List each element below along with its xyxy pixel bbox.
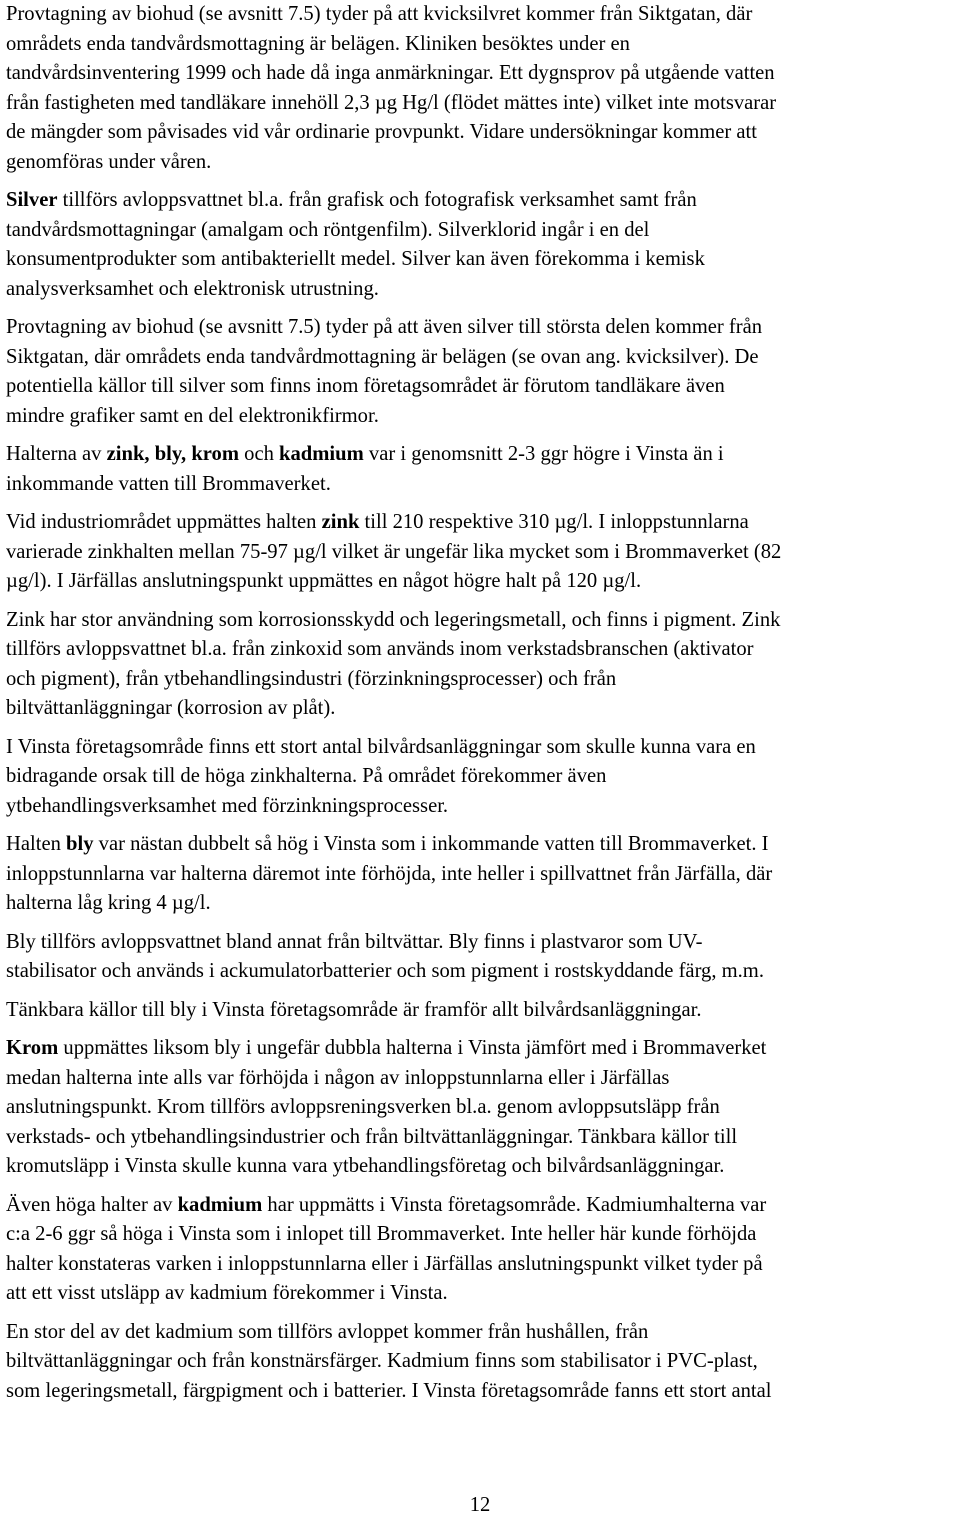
paragraph-cadmium-levels — [6, 1191, 958, 1309]
text-line: stabilisator och används i ackumulatorbatterier och som pigment i rostskyddande färg, m.m. — [6, 960, 764, 982]
paragraph-silver-sources — [6, 186, 958, 304]
text-span: tillförs avloppsvattnet bl.a. från grafisk och fotografisk verksamhet samt från — [57, 189, 697, 211]
text-span: Halten — [6, 833, 67, 855]
text-line: halterna låg kring 4 µg/l. — [6, 892, 211, 914]
bold-term-cadmium: kadmium — [177, 1193, 263, 1216]
text-line: de mängder som påvisades vid vår ordinarie provpunkt. Vidare undersökningar kommer att — [6, 121, 757, 143]
document-page — [6, 0, 958, 1406]
text-line: Siktgatan, där områdets enda tandvårdmottagning är belägen (se ovan ang. kvicksilver). De — [6, 345, 759, 368]
text-line — [6, 1191, 958, 1221]
text-line: anslutningspunkt. Krom tillförs avloppsreningsverken bl.a. genom avloppsutsläpp från — [6, 1096, 720, 1118]
text-line: tandvårdsinventering 1999 och hade då inga anmärkningar. Ett dygnsprov på utgående vatten — [6, 62, 775, 84]
text-line: verkstads- och ytbehandlingsindustrier och från biltvättanläggningar. Tänkbara källor till — [6, 1125, 738, 1148]
text-span: var i genomsnitt 2-3 ggr högre i Vinsta än i — [363, 443, 724, 465]
text-line: och pigment), från ytbehandlingsindustri (förzinkningsprocesser) och från — [6, 667, 617, 690]
text-span: Halterna av — [6, 443, 107, 465]
text-line: ytbehandlingsverksamhet med förzinkningsprocesser. — [6, 794, 449, 817]
text-line: halter konstateras varken i inloppstunnlarna eller i Järfällas anslutningspunkt vilket tyder på — [6, 1252, 763, 1275]
text-line: analysverksamhet och elektronisk utrustning. — [6, 277, 379, 300]
paragraph-lead-levels — [6, 830, 958, 919]
bold-term-zinc: zink — [321, 511, 360, 533]
text-line: tillförs avloppsvattnet bl.a. från zinkoxid som används inom verkstadsbranschen (aktivator — [6, 638, 754, 660]
text-line: biltvättanläggningar och från konstnärsfärger. Kadmium finns som stabilisator i PVC-plast, — [6, 1350, 758, 1372]
paragraph-silver-sampling — [6, 313, 958, 431]
text-line: att ett visst utsläpp av kadmium förekommer i Vinsta. — [6, 1282, 448, 1304]
text-span: uppmättes liksom bly i ungefär dubbla halterna i Vinsta jämfört med i Brommaverket — [58, 1037, 767, 1059]
text-line: inloppstunnlarna var halterna däremot inte förhöjda, inte heller i spillvattnet från Järfälla, där — [6, 862, 773, 885]
bold-term-cadmium: kadmium — [279, 443, 364, 465]
text-line: mindre grafiker samt en del elektronikfirmor. — [6, 404, 379, 427]
text-line: bidragande orsak till de höga zinkhalterna. På området förekommer även — [6, 765, 607, 787]
text-line: genomföras under våren. — [6, 150, 212, 173]
text-line: medan halterna inte alls var förhöjda i någon av inloppstunnlarna eller i Järfällas — [6, 1066, 670, 1089]
paragraph-cadmium-sources — [6, 1318, 958, 1407]
text-line: I Vinsta företagsområde finns ett stort antal bilvårdsanläggningar som skulle kunna vara en — [6, 735, 756, 758]
bold-term-silver: Silver — [6, 189, 58, 211]
text-span: var nästan dubbelt så hög i Vinsta som i inkommande vatten till Brommaverket. I — [93, 833, 769, 855]
text-line: från fastigheten med tandläkare innehöll 2,3 µg Hg/l (flödet mättes inte) vilket inte motsvarar — [6, 91, 777, 114]
text-line: inkommande vatten till Brommaverket. — [6, 472, 331, 495]
bold-term-metals: zink, bly, krom — [106, 443, 240, 465]
text-line: områdets enda tandvårdsmottagning är belägen. Kliniken besöktes under en — [6, 32, 630, 55]
text-line: biltvättanläggningar (korrosion av plåt). — [6, 697, 336, 719]
text-span: och — [239, 443, 280, 465]
paragraph-metal-levels — [6, 440, 958, 499]
text-line: c:a 2-6 ggr så höga i Vinsta som i inlopet till Brommaverket. Inte heller här kunde förhöjda — [6, 1223, 757, 1245]
text-line: Provtagning av biohud (se avsnitt 7.5) tyder på att även silver till största delen kommer från — [6, 316, 763, 338]
text-line: µg/l). I Järfällas anslutningspunkt uppmättes en något högre halt på 120 µg/l. — [6, 570, 642, 592]
bold-term-chromium: Krom — [6, 1037, 59, 1059]
text-span: har uppmätts i Vinsta företagsområde. Kadmiumhalterna var — [262, 1193, 767, 1216]
text-line: Bly tillförs avloppsvattnet bland annat från biltvättar. Bly finns i plastvaror som UV- — [6, 930, 703, 953]
paragraph-mercury-sampling — [6, 0, 958, 177]
text-line — [6, 830, 958, 860]
text-line — [6, 440, 958, 470]
bold-term-lead: bly — [66, 833, 94, 855]
paragraph-zinc-measurements — [6, 508, 958, 597]
text-line: potentiella källor till silver som finns inom företagsområdet är förutom tandläkare även — [6, 375, 725, 397]
text-line: tandvårdsmottagningar (amalgam och röntgenfilm). Silverklorid ingår i en del — [6, 218, 650, 241]
text-line: konsumentprodukter som antibakteriellt medel. Silver kan även förekomma i kemisk — [6, 248, 705, 270]
text-span: Även höga halter av — [6, 1193, 178, 1216]
text-line: som legeringsmetall, färgpigment och i batterier. I Vinsta företagsområde fanns ett stort antal — [6, 1379, 772, 1402]
text-line: kromutsläpp i Vinsta skulle kunna vara ytbehandlingsföretag och bilvårdsanläggningar. — [6, 1155, 725, 1177]
paragraph-chromium — [6, 1034, 958, 1182]
text-line: varierade zinkhalten mellan 75-97 µg/l vilket är ungefär lika mycket som i Brommaverket (82 — [6, 540, 782, 563]
text-line: Tänkbara källor till bly i Vinsta företagsområde är framför allt bilvårdsanläggningar. — [6, 998, 702, 1021]
paragraph-lead-sources — [6, 928, 958, 987]
text-line — [6, 1034, 958, 1064]
text-span: Vid industriområdet uppmättes halten — [6, 511, 322, 533]
text-line: En stor del av det kadmium som tillförs avloppet kommer från hushållen, från — [6, 1320, 649, 1343]
text-line — [6, 508, 958, 538]
paragraph-vinsta-zinc-sources — [6, 733, 958, 822]
text-line: Zink har stor användning som korrosionsskydd och legeringsmetall, och finns i pigment. Zink — [6, 608, 781, 631]
text-span: till 210 respektive 310 µg/l. I inloppstunnlarna — [359, 511, 749, 533]
page-number: 12 — [469, 1494, 491, 1516]
text-line — [6, 186, 958, 216]
paragraph-possible-lead-sources — [6, 996, 958, 1026]
paragraph-zinc-usage — [6, 606, 958, 724]
text-line: Provtagning av biohud (se avsnitt 7.5) tyder på att kvicksilvret kommer från Siktgatan, där — [6, 3, 753, 25]
